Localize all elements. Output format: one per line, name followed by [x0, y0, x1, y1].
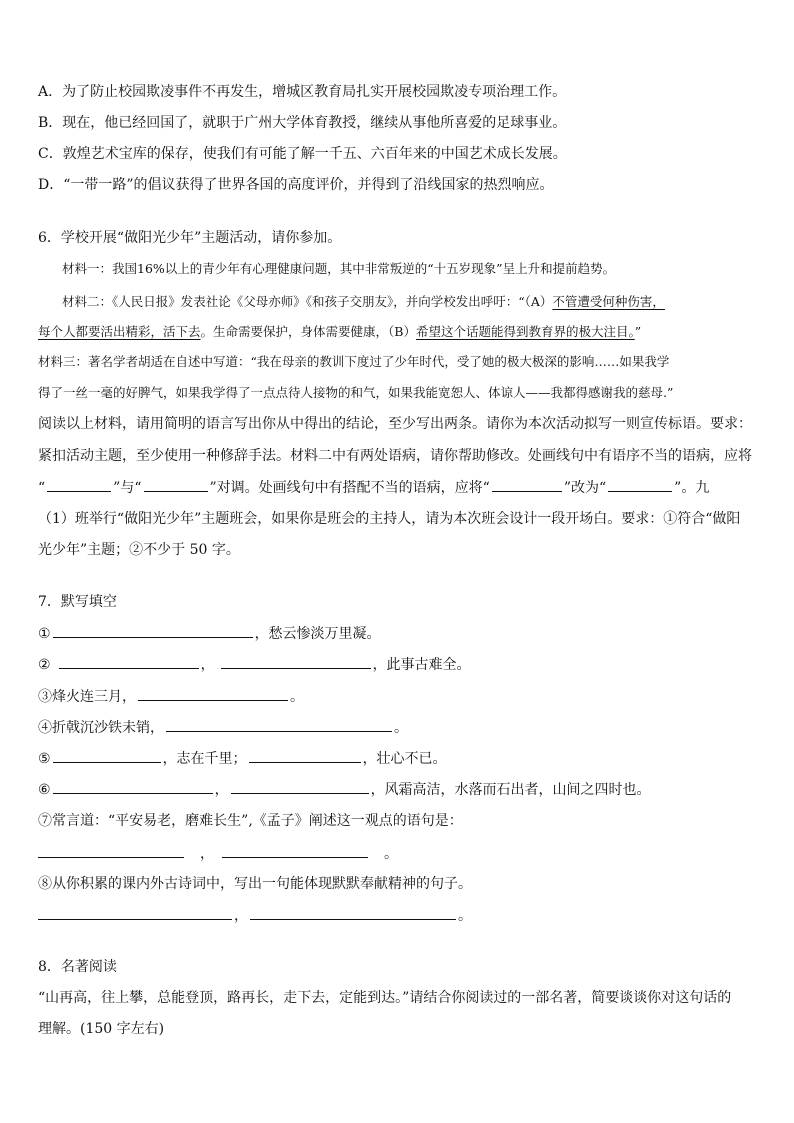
q6-title: 6．学校开展“做阳光少年”主题活动，请你参加。	[38, 230, 342, 246]
underlined-sentence-b: 希望这个话题能得到教育界的极大注目。	[415, 324, 635, 339]
poem-text: ，愁云惨淡万里凝。	[254, 626, 381, 642]
q8-title: 8．名著阅读	[38, 959, 117, 975]
fill-blank[interactable]	[166, 717, 392, 732]
item-number: ①	[38, 626, 51, 642]
comma: ，	[234, 908, 248, 924]
fill-blank[interactable]	[231, 779, 369, 794]
q5-option-a: A．为了防止校园欺凌事件不再发生，增城区教育局扎实开展校园欺凌专项治理工作。	[38, 84, 567, 100]
item-number: ⑤	[38, 751, 51, 767]
q7-item-8: ⑧从你积累的课内外古诗词中，写出一句能体现默默奉献精神的句子。	[38, 876, 472, 892]
poem-text: ，志在千里；	[162, 751, 247, 767]
fill-blank[interactable]	[138, 686, 288, 701]
text-swap: ”对调。处画线句中有搭配不当的语病，应将“	[209, 480, 490, 496]
fill-blank[interactable]	[53, 779, 213, 794]
fill-blank[interactable]	[222, 843, 368, 858]
period: 。	[458, 908, 472, 924]
underlined-sentence-a: 不管遭受何种伤害，	[552, 294, 665, 309]
fill-blank[interactable]	[221, 654, 371, 669]
q6-material-1: 材料一：我国16%以上的青少年有心理健康问题，其中非常叛逆的“十五岁现象”呈上升和提前趋势。	[62, 261, 616, 276]
period: 。	[384, 846, 398, 862]
q6-prompt-line-5: 光少年”主题；②不少于 50 字。	[38, 542, 240, 558]
comma: ，	[214, 782, 229, 798]
text-and: ”与“	[113, 480, 142, 496]
q6-material-3-line-2: 得了一丝一毫的好脾气，如果我学得了一点点待人接物的和气，如果我能宽恕人、体谅人——我都得感谢我的慈母.”	[38, 385, 674, 400]
fill-blank[interactable]	[53, 623, 253, 638]
poem-text: ，此事古难全。	[372, 657, 471, 673]
text-change-to: ”改为“	[563, 480, 607, 496]
q7-item-1	[38, 623, 381, 644]
q7-item-7-blanks	[38, 843, 398, 864]
q6-material-2-line-2	[38, 322, 641, 342]
q6-prompt-line-3	[38, 477, 709, 498]
poem-text: ④折戟沉沙铁未销，	[38, 720, 164, 736]
q7-item-3	[38, 686, 304, 707]
answer-blank-4[interactable]	[608, 477, 672, 492]
poem-text: ，风霜高洁，水落而石出者，山间之四时也。	[370, 782, 651, 798]
fill-blank[interactable]	[38, 843, 184, 858]
q7-item-4	[38, 717, 408, 738]
poem-text: ，壮心不已。	[362, 751, 447, 767]
q6-material-3-line-1: 材料三：著名学者胡适在自述中写道：“我在母亲的教训下度过了少年时代，受了她的极大极深的影响……如果我学	[38, 354, 670, 369]
q6-prompt-line-4: （1）班举行“做阳光少年”主题班会，如果你是班会的主持人，请为本次班会设计一段开场白。要求：①符合“做阳	[38, 511, 741, 527]
comma: ，	[200, 846, 214, 862]
material-2-close-quote: ”	[634, 324, 642, 339]
q7-item-5	[38, 748, 447, 769]
item-number: ⑥	[38, 782, 51, 798]
fill-blank[interactable]	[59, 654, 199, 669]
answer-blank-3[interactable]	[492, 477, 562, 492]
material-2-text-b: 。生命需要保护，身体需要健康，（B）	[200, 324, 416, 339]
text-end: ”。九	[674, 480, 710, 496]
material-2-text: 材料二：《人民日报》发表社论《父母亦师》《和孩子交朋友》，并向学校发出呼吁：“（A）	[62, 294, 553, 309]
quote-open: “	[38, 480, 46, 496]
q7-item-8-blanks	[38, 905, 472, 926]
q6-prompt-line-2: 紧扣活动主题，至少使用一种修辞手法。材料二中有两处语病，请你帮助修改。处画线句中有语序不当的语病，应将	[38, 448, 752, 464]
q5-option-d: D．“一带一路”的倡议获得了世界各国的高度评价，并得到了沿线国家的热烈响应。	[38, 177, 554, 193]
underlined-sentence-a-cont: 每个人都要活出精彩，活下去	[38, 324, 201, 339]
q6-prompt-line-1: 阅读以上材料，请用简明的语言写出你从中得出的结论，至少写出两条。请你为本次活动拟写一则宣传标语。要求：	[38, 416, 752, 432]
poem-text: ③烽火连三月，	[38, 689, 136, 705]
q7-title: 7．默写填空	[38, 594, 117, 610]
q5-option-c: C．敦煌艺术宝库的保存，使我们有可能了解一千五、六百年来的中国艺术成长发展。	[38, 146, 567, 162]
q7-item-7: ⑦常言道：“平安易老，磨难长生”,《孟子》阐述这一观点的语句是：	[38, 813, 463, 829]
q7-item-6	[38, 779, 651, 800]
answer-blank-1[interactable]	[47, 477, 111, 492]
answer-blank-2[interactable]	[144, 477, 208, 492]
q5-option-b: B．现在，他已经回国了，就职于广州大学体育教授，继续从事他所喜爱的足球事业。	[38, 115, 567, 131]
fill-blank[interactable]	[38, 905, 232, 920]
q8-line-1: “山再高，往上攀，总能登顶，路再长，走下去，定能到达。”请结合你阅读过的一部名著，简要谈谈你对这句话的	[38, 990, 732, 1006]
q7-item-2	[38, 654, 471, 675]
q6-material-2-line-1	[62, 292, 665, 312]
comma: ，	[200, 657, 215, 673]
fill-blank[interactable]	[250, 905, 456, 920]
item-number: ②	[38, 657, 51, 673]
period: 。	[394, 720, 408, 736]
period: 。	[290, 689, 304, 705]
fill-blank[interactable]	[249, 748, 361, 763]
q8-line-2: 理解。(150 字左右)	[38, 1021, 165, 1037]
fill-blank[interactable]	[53, 748, 161, 763]
